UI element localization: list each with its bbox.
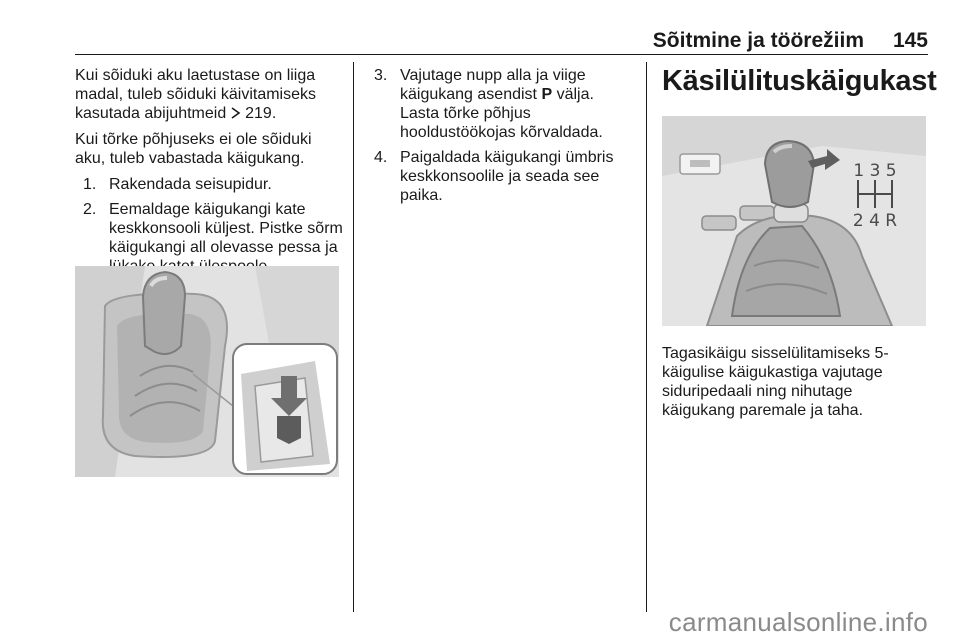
page-number: 145 <box>892 29 928 52</box>
step-text: Rakendada seisupidur. <box>109 176 272 193</box>
middle-column <box>374 66 636 211</box>
list-item <box>374 148 636 205</box>
list-item <box>374 66 636 142</box>
header-rule <box>75 54 928 55</box>
column-divider-left <box>353 62 354 612</box>
figure-caption: Tagasikäigu sisselülitamiseks 5-käigulise käigukastiga vajutage siduripedaali ning nihutage käigukang paremale ja taha. <box>662 345 889 419</box>
step-text: Eemaldage käigukangi kate keskkonsooli küljest. Pistke sõrm käigukangi all olevasse pessa ja <box>109 201 343 256</box>
step-number: 1. <box>83 176 97 193</box>
arrow-ref-icon <box>231 107 241 119</box>
list-item <box>83 175 343 194</box>
step-text-before: Vajutage nupp alla ja viige käigukang asendist <box>400 67 586 103</box>
column-divider-right <box>646 62 647 612</box>
list-item <box>83 200 343 276</box>
manual-gearbox-illustration <box>662 116 926 326</box>
running-header-title: Sõitmine ja töörežiim <box>652 29 864 52</box>
step-number: 4. <box>374 149 388 166</box>
paragraph-battery-text: Kui sõiduki aku laetustase on liiga madal, tuleb sõiduki käivitamiseks kasutada abijuhtmeid <box>75 67 316 122</box>
gear-position-label: P <box>541 86 553 103</box>
gear-numbers-bottom: 2 4 R <box>852 211 898 231</box>
gear-numbers-top: 1 3 5 <box>853 161 897 181</box>
watermark: carmanualsonline.info <box>668 607 928 637</box>
paragraph-release: Kui tõrke põhjuseks ei ole sõiduki aku, tuleb vabastada käigukang. <box>75 131 312 167</box>
page-reference[interactable]: 219. <box>245 105 277 122</box>
steps-list-middle <box>374 66 636 205</box>
left-column <box>75 66 343 282</box>
step-number: 3. <box>374 67 388 84</box>
gear-lever-cover-illustration <box>75 266 339 477</box>
step-text: Paigaldada käigukangi ümbris keskkonsoolile ja seada see paika. <box>400 149 614 204</box>
section-heading: Käsilülituskäigukast <box>662 65 937 97</box>
steps-list-left <box>83 175 343 276</box>
step-text-after: välja. Lasta tõrke põhjus hooldustöökojas kõrvaldada. <box>400 86 603 141</box>
step-number: 2. <box>83 201 97 218</box>
paragraph-battery <box>75 66 343 123</box>
